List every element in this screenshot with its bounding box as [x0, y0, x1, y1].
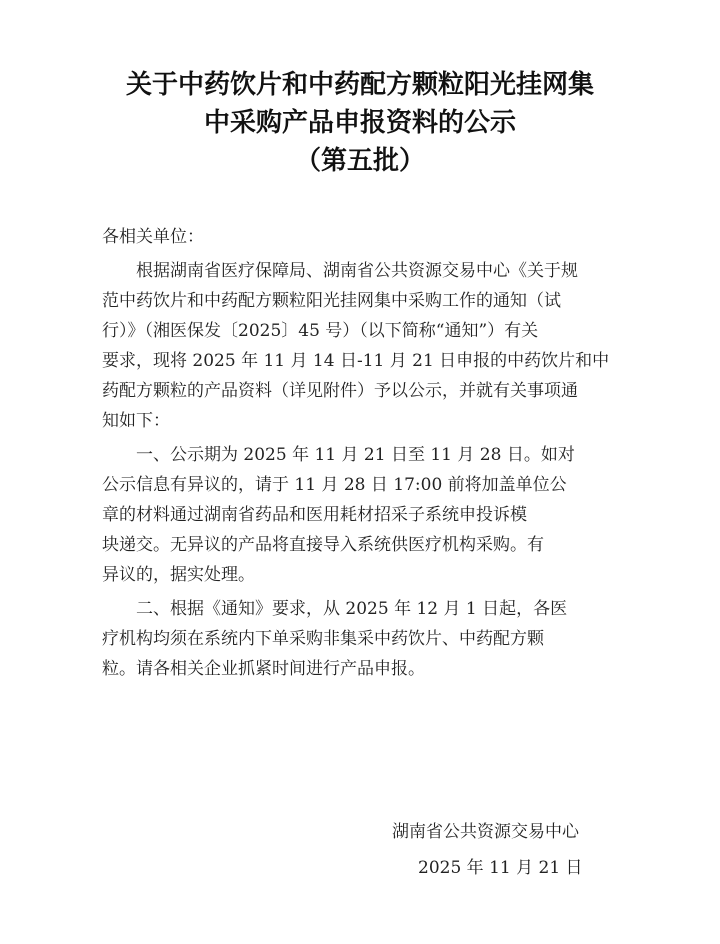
document-title: [0, 66, 720, 180]
paragraph-line: 根据湖南省医疗保障局、湖南省公共资源交易中心《关于规: [102, 261, 578, 281]
paragraph-line: 二、根据《通知》要求，从 2025 年 12 月 1 日起，各医: [102, 599, 568, 619]
paragraph-line: 行）》（湘医保发〔2025〕45 号）（以下简称“通知”）有关: [102, 321, 539, 341]
paragraph-line: 异议的，据实处理。: [102, 565, 255, 585]
paragraph-line: 要求，现将 2025 年 11 月 14 日-11 月 21 日申报的中药饮片和中: [102, 351, 610, 371]
paragraph-item-2: [102, 594, 614, 684]
paragraph-line: 知如下：: [102, 411, 170, 431]
paragraph-line: 公示信息有异议的，请于 11 月 28 日 17:00 前将加盖单位公: [102, 475, 567, 495]
paragraph-line: 一、公示期为 2025 年 11 月 21 日至 11 月 28 日。如对: [102, 445, 575, 465]
title-line-2: 中采购产品申报资料的公示: [203, 108, 516, 138]
signature-block: [392, 814, 583, 886]
paragraph-line: 疗机构均须在系统内下单采购非集采中药饮片、中药配方颗: [102, 629, 544, 649]
title-line-1: 关于中药饮片和中药配方颗粒阳光挂网集: [125, 70, 594, 100]
paragraph-line: 粒。请各相关企业抓紧时间进行产品申报。: [102, 659, 425, 679]
salutation: 各相关单位：: [102, 227, 204, 247]
paragraph-line: 范中药饮片和中药配方颗粒阳光挂网集中采购工作的通知（试: [102, 291, 561, 311]
signature-org: 湖南省公共资源交易中心: [392, 822, 579, 842]
paragraph-item-1: [102, 440, 614, 590]
paragraph-line: 药配方颗粒的产品资料（详见附件）予以公示，并就有关事项通: [102, 381, 578, 401]
title-batch: （第五批）: [294, 146, 425, 176]
paragraph-line: 块递交。无异议的产品将直接导入系统供医疗机构采购。有: [102, 535, 544, 555]
document-body: [102, 222, 614, 684]
paragraph-intro: [102, 256, 614, 436]
signature-date: 2025 年 11 月 21 日: [418, 858, 583, 878]
paragraph-line: 章的材料通过湖南省药品和医用耗材招采子系统申投诉模: [102, 505, 527, 525]
